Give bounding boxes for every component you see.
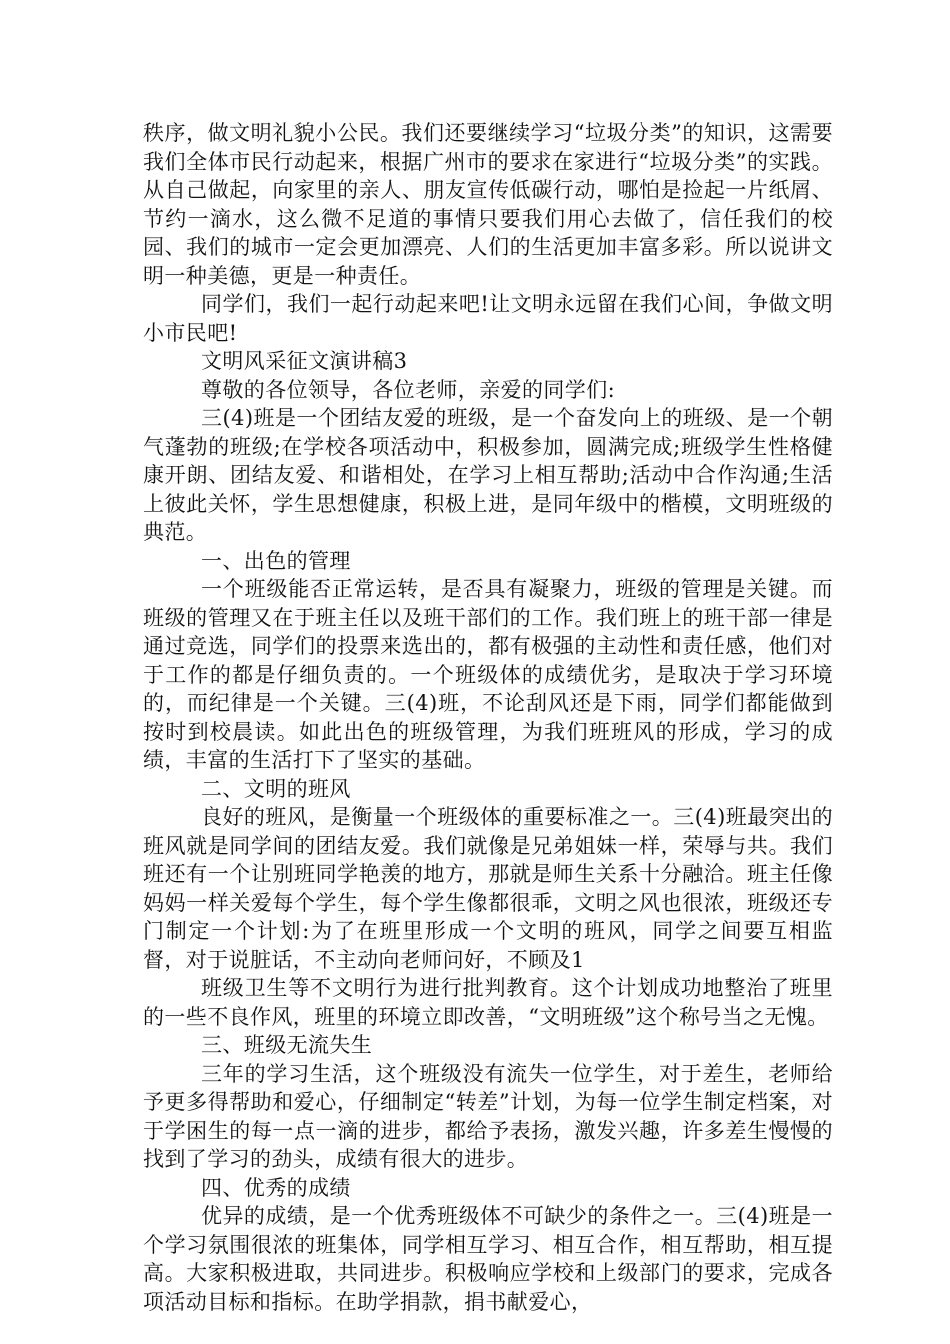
paragraph-2: 同学们，我们一起行动起来吧!让文明永远留在我们心间，争做文明小市民吧! [143, 292, 833, 345]
paragraph-class-style: 良好的班风，是衡量一个班级体的重要标准之一。三(4)班最突出的班风就是同学间的团结友爱。我们就像是兄弟姐妹一样，荣辱与共。我们班还有一个让别班同学艳羡的地方，那就是师生关系十分融洽。班主任像妈妈一样关爱每个学生，每个学生像都很乖，文明之风也很浓，班级还专门制定一个计划:为了在班里形成一个文明的班风，同学之间要互相监督，对于说脏话，不主动向老师问好，不顾及1 [143, 805, 833, 972]
paragraph-management: 一个班级能否正常运转，是否具有凝聚力，班级的管理是关键。而班级的管理又在于班主任以及班干部们的工作。我们班上的班干部一律是通过竞选，同学们的投票来选出的，都有极强的主动性和责任感，他们对于工作的都是仔细负责的。一个班级体的成绩优劣，是取决于学习环境的，而纪律是一个关键。三(4)班，不论刮风还是下雨，同学们都能做到按时到校晨读。如此出色的班级管理，为我们班班风的形成，学习的成绩，丰富的生活打下了坚实的基础。 [143, 577, 833, 772]
salutation: 尊敬的各位领导，各位老师，亲爱的同学们: [201, 377, 616, 402]
heading-1: 一、出色的管理 [201, 548, 351, 573]
section-title: 文明风采征文演讲稿3 [201, 349, 408, 373]
paragraph-results: 优异的成绩，是一个优秀班级体不可缺少的条件之一。三(4)班是一个学习氛围很浓的班集体，同学相互学习、相互合作，相互帮助，相互提高。大家积极进取，共同进步。积极响应学校和上级部门的要求，完成各项活动目标和指标。在助学捐款，捐书献爱心， [143, 1204, 833, 1314]
heading-3: 三、班级无流失生 [201, 1033, 373, 1057]
heading-4: 四、优秀的成绩 [201, 1175, 351, 1200]
heading-2: 二、文明的班风 [201, 776, 351, 801]
document-body [143, 119, 833, 1316]
paragraph-hygiene: 班级卫生等不文明行为进行批判教育。这个计划成功地整治了班里的一些不良作风，班里的环境立即改善，“文明班级”这个称号当之无愧。 [143, 976, 833, 1029]
paragraph-no-dropout: 三年的学习生活，这个班级没有流失一位学生，对于差生，老师给予更多得帮助和爱心，仔细制定“转差”计划，为每一位学生制定档案，对于学困生的每一点一滴的进步，都给予表扬，激发兴趣，许多差生慢慢的找到了学习的劲头，成绩有很大的进步。 [143, 1061, 833, 1171]
paragraph-intro: 三(4)班是一个团结友爱的班级，是一个奋发向上的班级、是一个朝气蓬勃的班级;在学校各项活动中，积极参加，圆满完成;班级学生性格健康开朗、团结友爱、和谐相处，在学习上相互帮助;活动中合作沟通;生活上彼此关怀，学生思想健康，积极上进，是同年级中的楷模，文明班级的典范。 [143, 406, 833, 544]
paragraph-1: 秩序，做文明礼貌小公民。我们还要继续学习“垃圾分类”的知识，这需要我们全体市民行动起来，根据广州市的要求在家进行“垃圾分类”的实践。从自己做起，向家里的亲人、朋友宣传低碳行动，哪怕是捡起一片纸屑、节约一滴水，这么微不足道的事情只要我们用心去做了，信任我们的校园、我们的城市一定会更加漂亮、人们的生活更加丰富多彩。所以说讲文明一种美德，更是一种责任。 [143, 121, 833, 288]
